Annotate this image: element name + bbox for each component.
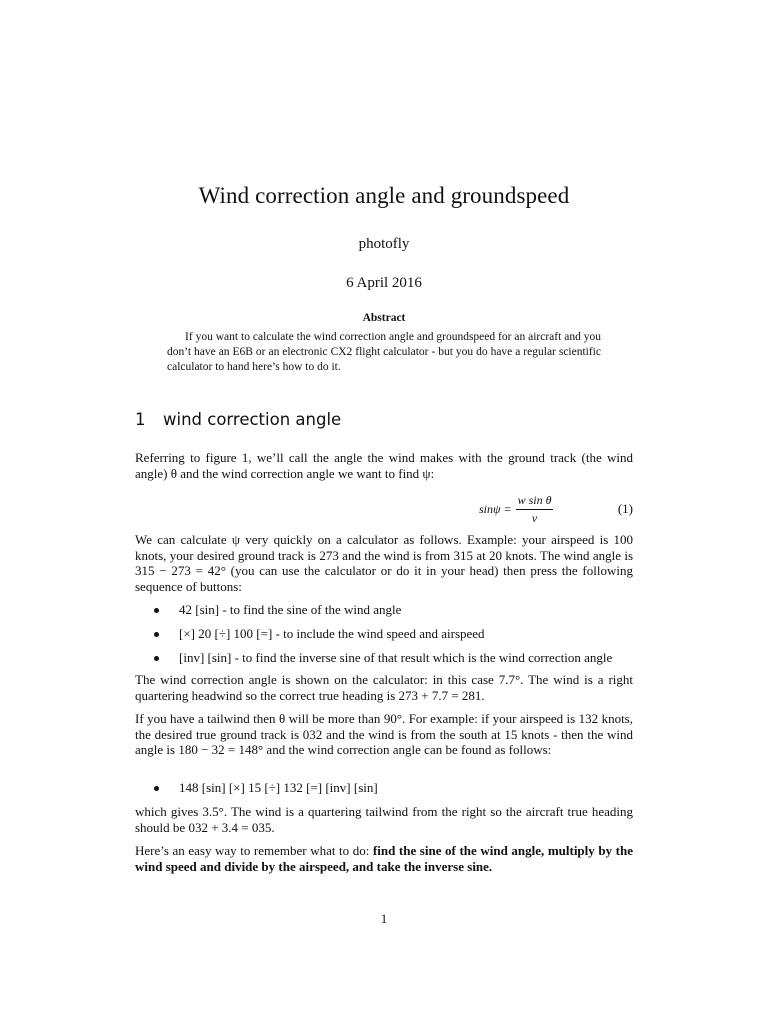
abstract-heading: Abstract xyxy=(362,312,406,324)
equation-lhs: sinψ = xyxy=(479,501,512,516)
paper-author: photofly xyxy=(358,236,410,252)
equation-1 xyxy=(135,489,633,529)
paragraph-summary xyxy=(135,843,633,874)
paragraph-tailwind: If you have a tailwind then θ will be more than 90°. For example: if your airspeed is 132 knots, the desired true ground track is 032 and the wind is from the south at 15 knots - then the wind angle is 180 − 32 = 148° and the wind correction angle can be found as follows: xyxy=(135,711,633,758)
page-number: 1 xyxy=(380,911,388,926)
equation-body xyxy=(479,489,553,529)
bullet-icon xyxy=(154,608,159,613)
paragraph-tailwind-result: which gives 3.5°. The wind is a quartering tailwind from the right so the aircraft true heading should be 032 + 3.4 = 035. xyxy=(135,804,633,835)
equation-number: (1) xyxy=(617,501,633,516)
list-item-text: [inv] [sin] - to find the inverse sine of that result which is the wind correction angle xyxy=(179,650,613,665)
list-item-text: 42 [sin] - to find the sine of the wind angle xyxy=(179,602,402,617)
paper-date: 6 April 2016 xyxy=(346,275,422,291)
abstract-text: If you want to calculate the wind correction angle and groundspeed for an aircraft and you don’t have an E6B or an electronic CX2 flight calculator - but you do have a regular scientific calculator to hand here’s how to do it. xyxy=(167,331,601,373)
section-title: wind correction angle xyxy=(163,410,342,429)
list-item xyxy=(135,780,633,804)
bullet-icon xyxy=(154,632,159,637)
tailwind-sequence-list xyxy=(135,780,633,804)
equation-fraction xyxy=(516,493,554,526)
paper-title: Wind correction angle and groundspeed xyxy=(198,183,570,208)
paragraph-intro: Referring to figure 1, we’ll call the angle the wind makes with the ground track (the wind angle) θ and the wind correction angle we want to find ψ: xyxy=(135,450,633,481)
list-item xyxy=(135,626,633,650)
list-item xyxy=(135,602,633,626)
paragraph-result: The wind correction angle is shown on the calculator: in this case 7.7°. The wind is a right quartering headwind so the correct true heading is 273 + 7.7 = 281. xyxy=(135,672,633,703)
summary-lead: Here’s an easy way to remember what to do: xyxy=(135,843,373,858)
list-item-text: [×] 20 [÷] 100 [=] - to include the wind speed and airspeed xyxy=(179,626,485,641)
equation-denominator: v xyxy=(531,510,538,525)
list-item xyxy=(135,650,633,674)
list-item-text: 148 [sin] [×] 15 [÷] 132 [=] [inv] [sin] xyxy=(179,780,378,795)
section-heading xyxy=(135,410,341,429)
bullet-icon xyxy=(154,786,159,791)
equation-numerator: w sin θ xyxy=(516,493,554,510)
button-sequence-list xyxy=(135,602,633,674)
paragraph-example: We can calculate ψ very quickly on a calculator as follows. Example: your airspeed is 100 knots, your desired ground track is 273 and the wind is from 315 at 20 knots. The wind angle is 315 − 273 = 42° (you can use the calculator or do it in your head) then press the following sequence of buttons: xyxy=(135,532,633,595)
section-number: 1 xyxy=(135,410,146,429)
summary-emphasis: find the sine of the wind angle, multiply by the wind speed and divide by the airspeed, and take the inverse sine. xyxy=(135,843,633,874)
bullet-icon xyxy=(154,656,159,661)
